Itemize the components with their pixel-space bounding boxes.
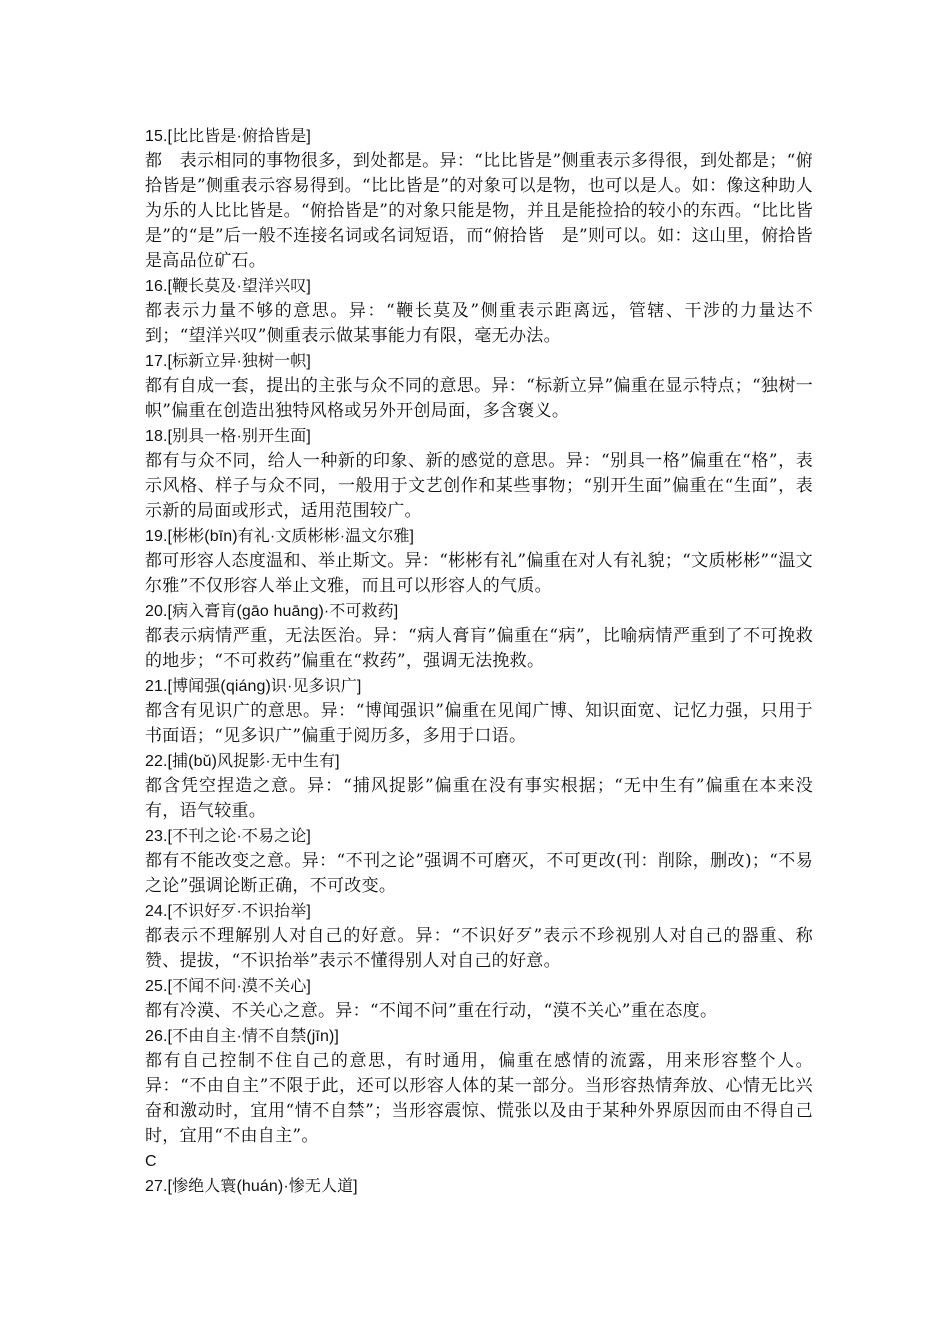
entry-body: 都有与众不同，给人一种新的印象、新的感觉的意思。异：“别具一格”偏重在“格”，表示风格、样子与众不同，一般用于文艺创作和某些事物；“别开生面”偏重在“生面”，表示新的局面或形式，适用范围较广。 [145, 451, 813, 521]
entry-heading: 25.[不闻不问·漠不关心] [145, 978, 311, 995]
entry-heading: 20.[病入膏肓(gāo huāng)·不可救药] [145, 603, 399, 620]
entry-24 [145, 899, 813, 974]
entry-22 [145, 749, 813, 824]
entry-heading: 16.[鞭长莫及·望洋兴叹] [145, 278, 311, 295]
entry-17 [145, 349, 813, 424]
entry-27 [145, 1174, 813, 1199]
entry-body: 都有自成一套，提出的主张与众不同的意思。异：“标新立异”偏重在显示特点；“独树一帜”偏重在创造出独特风格或另外开创局面，多含褒义。 [145, 376, 813, 421]
entry-heading: 17.[标新立异·独树一帜] [145, 353, 311, 370]
entry-20 [145, 599, 813, 674]
entry-body: 都有自己控制不住自己的意思，有时通用，偏重在感情的流露，用来形容整个人。异：“不由自主”不限于此，还可以形容人体的某一部分。当形容热情奔放、心情无比兴奋和激动时，宜用“情不自禁”；当形容震惊、慌张以及由于某种外界原因而由不得自己时，宜用“不由自主”。 [145, 1051, 813, 1146]
entry-heading: 23.[不刊之论·不易之论] [145, 828, 311, 845]
entry-21 [145, 674, 813, 749]
entry-heading: 26.[不由自主·情不自禁(jīn)] [145, 1028, 339, 1045]
entry-heading: 27.[惨绝人寰(huán)·惨无人道] [145, 1178, 358, 1195]
entry-25 [145, 974, 813, 1024]
entry-body: 都 表示相同的事物很多，到处都是。异：“比比皆是”侧重表示多得很，到处都是；“俯拾皆是”侧重表示容易得到。“比比皆是”的对象可以是物，也可以是人。如：像这种助人为乐的人比比皆是。“俯拾皆是”的对象只能是物，并且是能捡拾的较小的东西。“比比皆是”的“是”后一般不连接名词或名词短语，而“俯拾皆 是”则可以。如：这山里，俯拾皆是高品位矿石。 [145, 151, 813, 271]
entry-heading: 19.[彬彬(bīn)有礼·文质彬彬·温文尔雅] [145, 528, 415, 545]
entry-heading: 22.[捕(bǔ)风捉影·无中生有] [145, 753, 340, 770]
entry-body: 都有不能改变之意。异：“不刊之论”强调不可磨灭，不可更改(刊：削除，删改)；“不易之论”强调论断正确，不可改变。 [145, 851, 813, 896]
entry-body: 都有冷漠、不关心之意。异：“不闻不问”重在行动，“漠不关心”重在态度。 [145, 1001, 718, 1021]
entry-heading: 21.[博闻强(qiáng)识·见多识广] [145, 678, 362, 695]
entry-16 [145, 274, 813, 349]
entry-heading: 15.[比比皆是·俯拾皆是] [145, 128, 311, 145]
entry-body: 都表示力量不够的意思。异：“鞭长莫及”侧重表示距离远，管辖、干涉的力量达不到；“望洋兴叹”侧重表示做某事能力有限，毫无办法。 [145, 301, 813, 346]
entry-18 [145, 424, 813, 524]
entry-26 [145, 1024, 813, 1149]
entry-15 [145, 124, 813, 274]
section-marker: C [145, 1153, 157, 1170]
entry-body: 都可形容人态度温和、举止斯文。异：“彬彬有礼”偏重在对人有礼貌；“文质彬彬”“温文尔雅”不仅形容人举止文雅，而且可以形容人的气质。 [145, 551, 813, 596]
entry-heading: 18.[别具一格·别开生面] [145, 428, 311, 445]
entry-body: 都含有见识广的意思。异：“博闻强识”偏重在见闻广博、知识面宽、记忆力强，只用于书面语；“见多识广”偏重于阅历多，多用于口语。 [145, 701, 813, 746]
document-page [145, 124, 813, 1199]
entry-body: 都表示病情严重，无法医治。异：“病人膏肓”偏重在“病”，比喻病情严重到了不可挽救的地步；“不可救药”偏重在“救药”，强调无法挽救。 [145, 626, 813, 671]
entry-23 [145, 824, 813, 899]
entry-body: 都表示不理解别人对自己的好意。异：“不识好歹”表示不珍视别人对自己的器重、称赞、提拔，“不识抬举”表示不懂得别人对自己的好意。 [145, 926, 813, 971]
entry-heading: 24.[不识好歹·不识抬举] [145, 903, 311, 920]
entry-19 [145, 524, 813, 599]
entry-body: 都含凭空捏造之意。异：“捕风捉影”偏重在没有事实根据；“无中生有”偏重在本来没有，语气较重。 [145, 776, 813, 821]
